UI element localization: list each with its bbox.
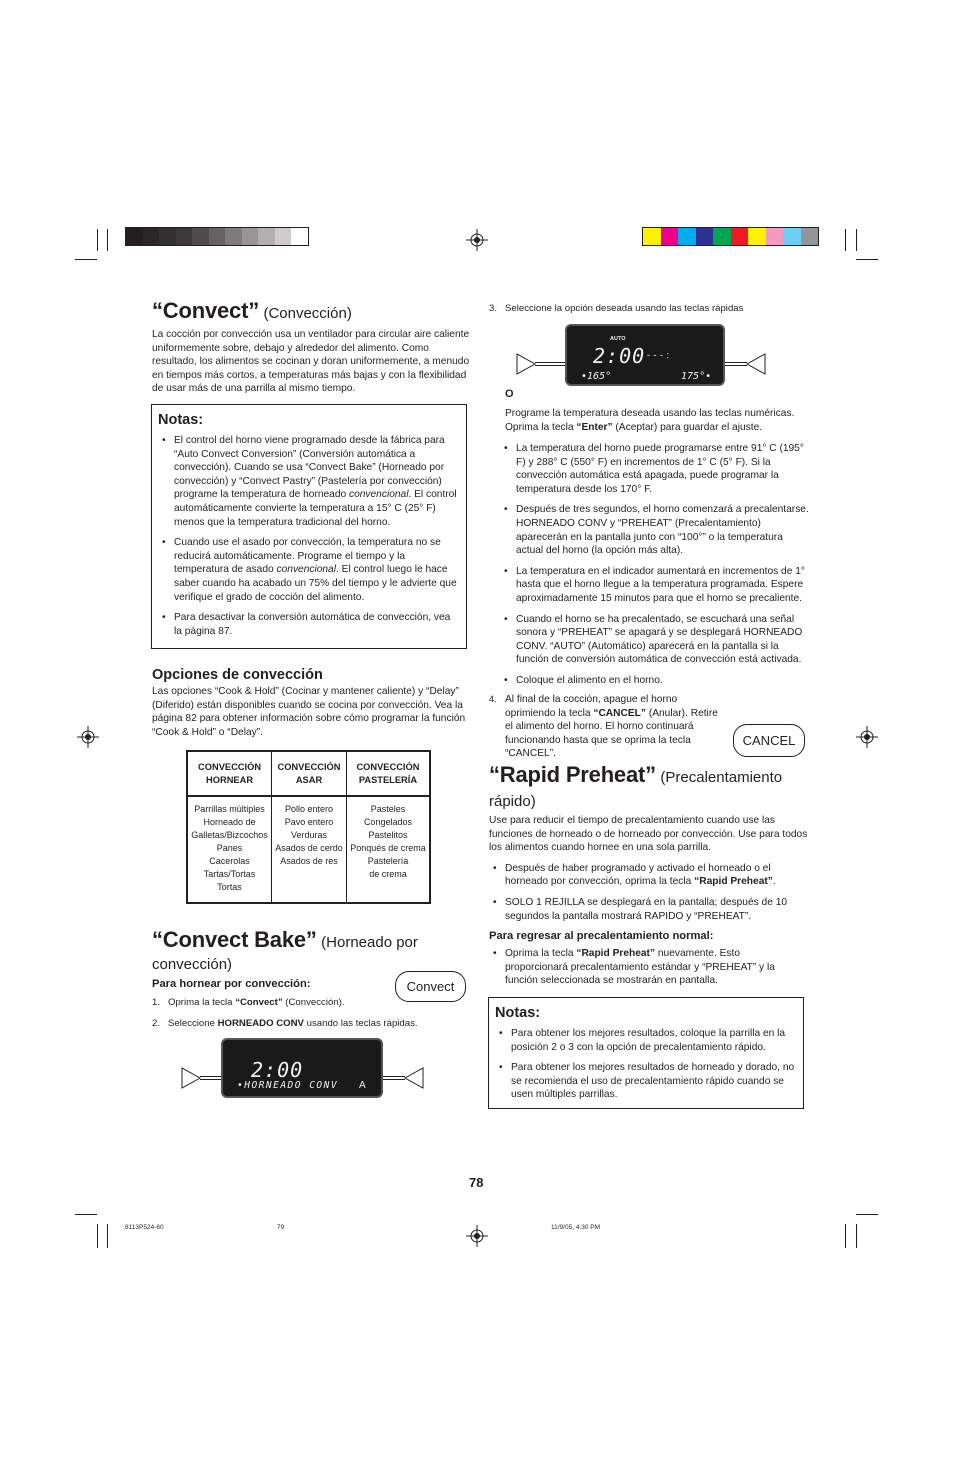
convect-bake-subtitle: convección) xyxy=(152,956,233,973)
table-header xyxy=(272,752,347,796)
list-item: • Para obtener los mejores resultados, coloque la parrilla en la posición 2 o 3 con la opción de precalentamiento rápido. xyxy=(495,1027,795,1054)
instruction-key: “Enter” xyxy=(576,421,613,433)
table-cell xyxy=(272,796,347,902)
rapid-preheat-subtitle: (Precalentamiento xyxy=(660,769,783,786)
color-swatch xyxy=(731,228,749,245)
left-temp-value: 165 xyxy=(587,371,606,382)
registration-mark-icon xyxy=(466,1225,488,1247)
instruction-text: (Aceptar) para guardar el ajuste. xyxy=(612,421,763,433)
cell-line: Pasteles xyxy=(370,804,406,814)
cell-line: Pastelitos xyxy=(368,830,408,840)
display-mode-label: HORNEADO CONV xyxy=(244,1080,339,1091)
convect-notes-list xyxy=(158,434,458,638)
cell-line: Tartas/Tortas xyxy=(203,869,256,879)
oven-display-auto xyxy=(516,324,766,386)
convect-bake-subtitle: (Horneado por xyxy=(321,934,418,951)
header-line: CONVECCIÓN xyxy=(356,761,420,772)
left-arrow-icon xyxy=(181,1067,226,1089)
list-item: • Coloque el alimento en el horno. xyxy=(500,674,812,688)
color-swatch xyxy=(275,228,292,245)
bullet-text: SOLO 1 REJILLA se desplegará en la pantalla; después de 10 segundos la pantalla mostrará RAPIDO y “PREHEAT”. xyxy=(505,896,788,922)
footer-date: 11/9/05, 4:30 PM xyxy=(551,1224,601,1231)
list-item xyxy=(158,434,458,529)
cell-line: Horneado de xyxy=(203,817,256,827)
list-item: • La temperatura del horno puede programarse entre 91° C (195° F) y 288° C (550° F) en incrementos de 1° C (5° F). Si la convección automática está apagada, puede programar la temperatura desde los 170° F. xyxy=(500,442,812,496)
cell-line: Pavo entero xyxy=(284,817,334,827)
registration-mark-icon xyxy=(77,726,99,748)
rapid-preheat-notes-box xyxy=(488,997,804,1109)
instruction-text: Programe la temperatura deseada usando las teclas numéricas. Oprima la tecla xyxy=(505,408,795,433)
cell-line: Cacerolas xyxy=(209,856,250,866)
left-arrow-icon xyxy=(516,353,566,375)
cell-line: Asados de cerdo xyxy=(275,843,343,853)
convect-bake-steps xyxy=(152,996,452,1030)
cell-line: Verduras xyxy=(290,830,328,840)
cell-line: de crema xyxy=(369,869,407,879)
cell-line: Congelados xyxy=(363,817,412,827)
step-key: “Convect” xyxy=(235,997,283,1008)
list-item xyxy=(158,536,458,604)
step-text: (Anular). Retire el alimento del horno. El horno continuará funcionando hasta que se oprima la tecla “CANCEL”. xyxy=(505,707,718,760)
table-cell xyxy=(188,796,272,902)
list-item: • Cuando el horno se ha precalentado, se escuchará una señal sonora y “PREHEAT” se apagará y se desplegará HORNEADO CONV. “AUTO” (Automático) aparecerá en la pantalla si la función de conversión automática de convección está activada. xyxy=(500,613,812,667)
header-line: HORNEAR xyxy=(206,774,254,785)
letter-o: O xyxy=(505,388,514,400)
convect-notes-box xyxy=(151,404,467,649)
step-number: 1. xyxy=(152,997,161,1008)
right-temp-value: 175 xyxy=(681,371,700,382)
notes-title: Notas: xyxy=(158,412,204,428)
rapid-preheat-title: “Rapid Preheat” xyxy=(489,762,656,787)
display-time: 2:00 xyxy=(251,1058,304,1082)
rapid-preheat-heading xyxy=(489,763,815,814)
options-text: Las opciones “Cook & Hold” (Cocinar y mantener caliente) y “Delay” (Diferido) están disponibles cuando se cocina por convección. Vea la página 82 para obtener información sobre cómo programar la función “Cook & Hold” o “Delay”. xyxy=(152,686,466,738)
display-right-temp: 175°• xyxy=(681,371,712,382)
footer-code: 8113P524-60 xyxy=(125,1224,164,1231)
list-item: • La temperatura en el indicador aumentará en incrementos de 1° hasta que el horno llegue a la temperatura programada. Espere aproximadamente 15 minutos para que el horno se precaliente. xyxy=(500,565,812,606)
color-swatch xyxy=(242,228,259,245)
footer-page: 79 xyxy=(277,1224,285,1231)
convection-table xyxy=(186,750,431,904)
color-swatch xyxy=(209,228,226,245)
display-time: 2:00 xyxy=(593,344,646,368)
registration-mark-icon xyxy=(466,229,488,251)
bullet-key: “Rapid Preheat” xyxy=(694,876,773,888)
note-text: Para desactivar la conversión automática de convección, vea la página 87. xyxy=(174,612,451,637)
color-swatch xyxy=(713,228,731,245)
how-to-title: Para hornear por convección: xyxy=(152,978,311,990)
cell-line: Pastelería xyxy=(367,856,409,866)
convect-subtitle: (Convección) xyxy=(263,305,352,322)
step-text: Seleccione la opción deseada usando las teclas rápidas xyxy=(505,303,744,314)
color-calibration-bar xyxy=(642,227,819,246)
color-swatch xyxy=(748,228,766,245)
bullet-key: “Rapid Preheat” xyxy=(576,948,656,960)
step-text: usando las teclas rápidas. xyxy=(303,1017,418,1029)
color-swatch xyxy=(643,228,661,245)
list-item: • Para obtener los mejores resultados de horneado y dorado, no se recomienda el uso de precalentamiento rápido cuando se usen múltiples parrillas. xyxy=(495,1061,795,1102)
convect-heading xyxy=(152,298,470,324)
convect-section xyxy=(152,298,470,396)
table-header xyxy=(346,752,429,796)
page-number: 78 xyxy=(469,1175,484,1190)
note-emphasis: convencional xyxy=(276,564,336,576)
rapid-preheat-bullets xyxy=(489,862,815,923)
lcd-screen xyxy=(565,324,725,386)
color-swatch xyxy=(159,228,176,245)
step-number: 4. xyxy=(489,694,497,704)
step-text: Oprima la tecla xyxy=(168,997,236,1008)
rapid-preheat-intro: Use para reducir el tiempo de precalentamiento cuando use las funciones de horneado o de horneado por convección. Use para todos los alimentos cuando hornee en una sola parrilla. xyxy=(489,815,808,854)
step-1 xyxy=(152,996,452,1010)
table-header xyxy=(188,752,272,796)
rapid-preheat-notes-list xyxy=(495,1027,795,1102)
cell-line: Galletas/Bizcochos xyxy=(191,830,268,840)
color-swatch xyxy=(661,228,679,245)
bullet-text: Después de haber programado y activado el horneado o el horneado por convección, oprima la tecla xyxy=(505,862,771,888)
rapid-preheat-subtitle: rápido) xyxy=(489,793,536,810)
cell-line: Parrillas múltiples xyxy=(194,804,265,814)
header-line: PASTELERÍA xyxy=(358,774,418,785)
cell-line: Pollo entero xyxy=(284,804,334,814)
header-line: ASAR xyxy=(295,774,323,785)
color-swatch xyxy=(801,228,819,245)
options-title: Opciones de convección xyxy=(152,667,323,683)
display-auto-label: AUTO xyxy=(610,336,626,342)
return-title: Para regresar al precalentamiento normal: xyxy=(489,930,714,943)
step-text: Seleccione xyxy=(168,1017,218,1029)
lcd-screen xyxy=(221,1038,383,1098)
notes-title: Notas: xyxy=(495,1005,541,1021)
color-swatch xyxy=(766,228,784,245)
display-left-temp: •165° xyxy=(581,371,612,382)
color-swatch xyxy=(225,228,242,245)
return-bullets xyxy=(489,947,801,988)
step-key: “CANCEL” xyxy=(593,707,646,719)
header-line: CONVECCIÓN xyxy=(198,761,262,772)
color-swatch xyxy=(176,228,193,245)
color-swatch xyxy=(258,228,275,245)
convect-options-section xyxy=(152,667,466,739)
bullet-text: nuevamente. Esto proporcionará precalentamiento estándar y “PREHEAT” y la función seleccionada se mostrarán en pantalla. xyxy=(505,948,775,987)
color-swatch xyxy=(291,228,308,245)
step-text: (Convección). xyxy=(282,997,345,1008)
step-text: Al final de la cocción, apague el horno oprimiendo la tecla xyxy=(505,694,678,719)
cell-line: Panes xyxy=(216,843,243,853)
gray-calibration-bar xyxy=(125,227,309,246)
right-arrow-icon xyxy=(379,1067,424,1089)
oven-display-horneado xyxy=(181,1038,424,1098)
rapid-preheat-section xyxy=(489,763,815,995)
list-item xyxy=(158,611,458,638)
color-swatch xyxy=(126,228,143,245)
registration-mark-icon xyxy=(856,726,878,748)
bullet-text: Oprima la tecla xyxy=(505,948,577,960)
list-item xyxy=(489,862,815,889)
color-swatch xyxy=(678,228,696,245)
convect-title: “Convect” xyxy=(152,298,259,323)
step-number: 3. xyxy=(489,303,498,314)
color-swatch xyxy=(696,228,714,245)
convect-button[interactable]: Convect xyxy=(395,971,466,1002)
note-text: . El control luego le hace saber cuando ha acabado un 75% del tiempo y le advierte que verifique el grado de cocción del alimento. xyxy=(174,564,457,603)
note-text: Cuando use el asado por convección, la temperatura no se reducirá automáticamente. Programe el tiempo y la temperatura de asado xyxy=(174,537,441,576)
note-text: El control del horno viene programado desde la fábrica para “Auto Convect Conversion” (Conversión automática a convección). Cuando se usa “Convect Bake” (Horneado por convección) y “Convect Pastry” (Pastelería por convección) programe la temperatura de horneado xyxy=(174,435,445,501)
convect-bake-heading xyxy=(152,929,470,976)
step-number: 2. xyxy=(152,1017,161,1029)
list-item xyxy=(489,947,801,988)
convect-intro: La cocción por convección usa un ventilador para circular aire caliente uniformemente sobre, debajo y alrededor del alimento. Como resultado, los alimentos se cocinan y doran uniformemente, a menudo en tiempos más cortos, a temperaturas más bajas y con la flexibilidad de usar más de una parrilla al mismo tiempo. xyxy=(152,329,470,395)
step-3 xyxy=(489,302,809,316)
preheat-bullet-list xyxy=(500,442,812,695)
list-item: • Después de tres segundos, el horno comenzará a precalentarse. HORNEADO CONV y “PREHEAT” (Precalentamiento) aparecerán en la pantalla junto con “100°” o la temperatura actual del horno (la opción más alta). xyxy=(500,503,812,557)
program-instruction xyxy=(505,407,805,434)
step-key: HORNEADO CONV xyxy=(217,1017,304,1029)
display-mode-text: •HORNEADO CONV xyxy=(237,1080,339,1091)
cancel-button[interactable]: CANCEL xyxy=(733,724,805,757)
color-swatch xyxy=(192,228,209,245)
color-swatch xyxy=(143,228,160,245)
step-2 xyxy=(152,1017,452,1031)
convect-bake-title: “Convect Bake” xyxy=(152,927,317,952)
display-mark: A xyxy=(359,1080,366,1091)
cell-line: Ponqués de crema xyxy=(350,843,426,853)
note-text: . El control automáticamente convierte la temperatura a 15° C (25° F) menos que la temperatura tradicional del horno. xyxy=(174,489,457,528)
display-dashes: - - - : xyxy=(647,350,670,360)
color-swatch xyxy=(783,228,801,245)
bullet-text: . xyxy=(772,876,776,888)
table-cell xyxy=(346,796,429,902)
cell-line: Asados de res xyxy=(280,856,338,866)
cell-line: Tortas xyxy=(217,882,242,892)
note-emphasis: convencional xyxy=(349,489,409,501)
list-item xyxy=(489,896,815,923)
header-line: CONVECCIÓN xyxy=(277,761,341,772)
